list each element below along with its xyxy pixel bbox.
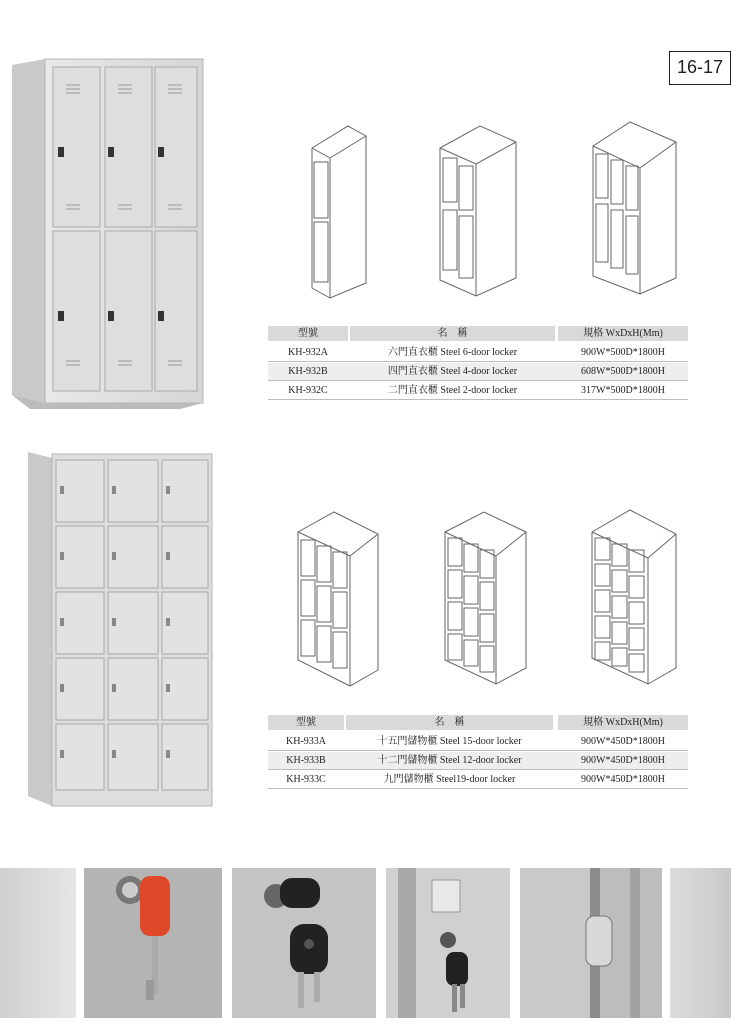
table-row: KH-932B 四門直衣櫃 Steel 4-door locker 608W*500D*1800H <box>268 363 688 381</box>
table-row: KH-932C 二門直衣櫃 Steel 2-door locker 317W*500D*1800H <box>268 382 688 400</box>
strip-photo-edge-left <box>0 868 76 1018</box>
table-header-cell: 名 稱 <box>346 715 553 730</box>
table-header-cell: 規格 WxDxH(Mm) <box>558 715 688 730</box>
hinge-closeup-photo <box>520 868 662 1018</box>
table-header-cell: 名 稱 <box>350 326 555 341</box>
six-door-locker-photo <box>0 55 215 415</box>
table-row: KH-932A 六門直衣櫃 Steel 6-door locker 900W*500D*1800H <box>268 344 688 362</box>
table-header-cell: 型號 <box>268 715 344 730</box>
orange-key-lock-photo <box>84 868 222 1018</box>
table-header-cell: 規格 WxDxH(Mm) <box>558 326 688 341</box>
black-key-lock-photo <box>232 868 376 1018</box>
table-header-cell: 型號 <box>268 326 348 341</box>
page-number: 16-17 <box>669 51 731 85</box>
strip-photo-edge-right <box>670 868 731 1018</box>
table-row: KH-933C 九門儲物櫃 Steel19-door locker 900W*450D*1800H <box>268 771 688 789</box>
spec-table-1 <box>268 326 688 406</box>
fifteen-door-locker-photo <box>22 450 217 812</box>
table-row: KH-933A 十五門儲物櫃 Steel 15-door locker 900W*450D*1800H <box>268 733 688 751</box>
spec-table-2 <box>268 715 688 795</box>
table-row: KH-933B 十二門儲物櫃 Steel 12-door locker 900W*450D*1800H <box>268 752 688 770</box>
line-drawing-lockers-row1 <box>300 118 690 303</box>
line-drawing-lockers-row2 <box>290 508 690 693</box>
door-key-photo <box>386 868 510 1018</box>
